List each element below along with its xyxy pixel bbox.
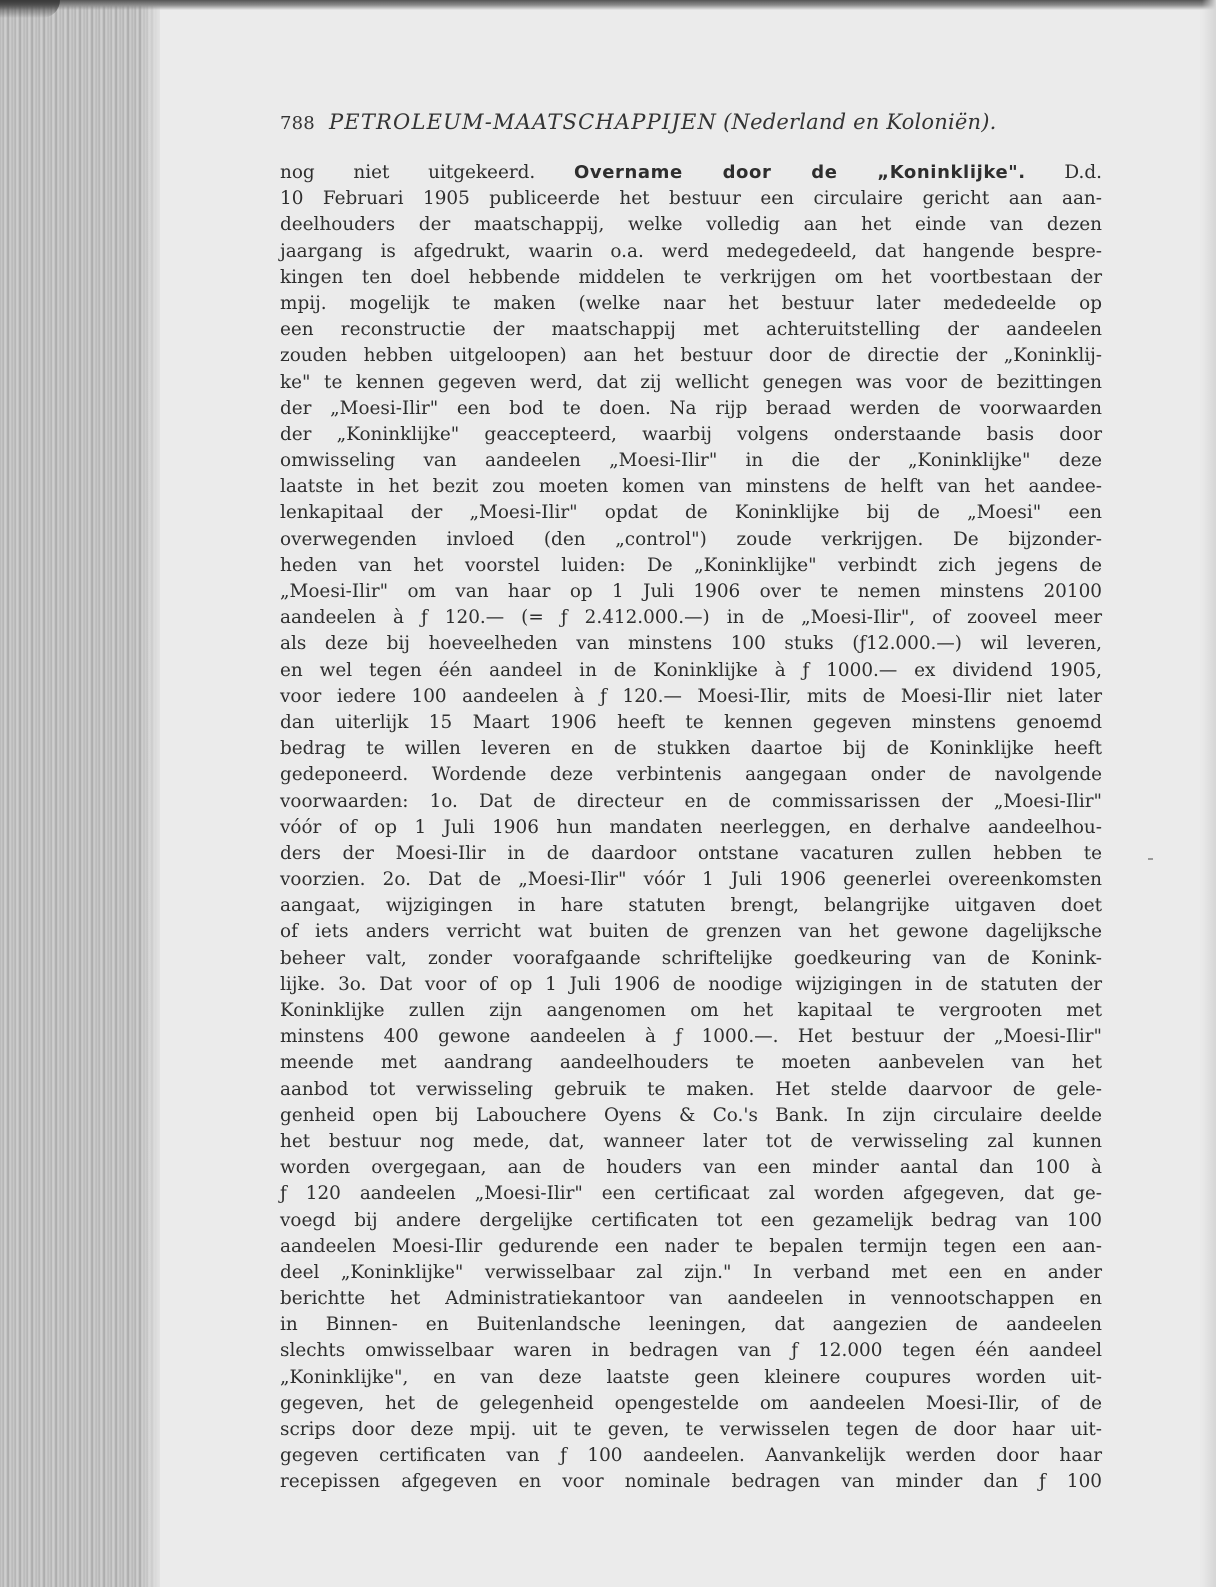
text-line: in Binnen- en Buitenlandsche leeningen, dat aangezien de aandeelen bbox=[280, 1314, 1102, 1336]
text-line: vóór of op 1 Juli 1906 hun mandaten neerleggen, en derhalve aandeelhou- bbox=[280, 816, 1102, 838]
text-line: voegd bij andere dergelijke certificaten tot een gezamelijk bedrag van 100 bbox=[280, 1209, 1102, 1231]
text-line: minstens 400 gewone aandeelen à ƒ 1000.—. Het bestuur der „Moesi-Ilir" bbox=[280, 1026, 1102, 1048]
text-line: laatste in het bezit zou moeten komen van minstens de helft van het aandee- bbox=[280, 476, 1102, 498]
text-line bbox=[280, 160, 1102, 186]
top-shadow bbox=[0, 0, 1216, 10]
text-line: of iets anders verricht wat buiten de grenzen van het gewone dagelijksche bbox=[280, 921, 1102, 943]
text-line: meende met aandrang aandeelhouders te moeten aanbevelen van het bbox=[280, 1052, 1102, 1074]
section-heading: Overname door de „Koninklijke". bbox=[573, 162, 1026, 183]
text-line: ders der Moesi-Ilir in de daardoor ontstane vacaturen zullen hebben te bbox=[280, 842, 1102, 864]
text-line: aandeelen Moesi-Ilir gedurende een nader te bepalen termijn tegen een aan- bbox=[280, 1235, 1102, 1257]
text-line: beheer valt, zonder voorafgaande schriftelijke goedkeuring van de Konink- bbox=[280, 947, 1102, 969]
text-line: „Koninklijke", en van deze laatste geen kleinere coupures worden uit- bbox=[280, 1366, 1102, 1388]
page-number: 788 bbox=[280, 113, 315, 134]
text-line: „Moesi-Ilir" om van haar op 1 Juli 1906 over te nemen minstens 20100 bbox=[280, 581, 1102, 602]
text-line: berichtte het Administratiekantoor van aandeelen in vennootschappen en bbox=[280, 1288, 1102, 1310]
text-line: ke" te kennen gegeven werd, dat zij wellicht genegen was voor de bezittingen bbox=[280, 371, 1102, 393]
text-line: scrips door deze mpij. uit te geven, te verwisselen tegen de door haar uit- bbox=[280, 1419, 1102, 1440]
running-head bbox=[280, 110, 1100, 134]
right-page-edge bbox=[1202, 0, 1216, 1587]
text-line: bedrag te willen leveren en de stukken daartoe bij de Koninklijke heeft bbox=[280, 738, 1102, 760]
text-line: der „Moesi-Ilir" een bod te doen. Na rijp beraad werden de voorwaarden bbox=[280, 397, 1102, 419]
text-line: aandeelen à ƒ 120.— (= ƒ 2.412.000.—) in de „Moesi-Ilir", of zooveel meer bbox=[280, 607, 1102, 629]
text-line: voorzien. 2o. Dat de „Moesi-Ilir" vóór 1 Juli 1906 geenerlei overeenkomsten bbox=[280, 869, 1102, 891]
text-line: genheid open bij Labouchere Oyens & Co.'s Bank. In zijn circulaire deelde bbox=[280, 1104, 1102, 1126]
book-page-edges bbox=[0, 0, 160, 1587]
text-line: en wel tegen één aandeel in de Koninklijke à ƒ 1000.— ex dividend 1905, bbox=[280, 659, 1102, 681]
text-line: een reconstructie der maatschappij met achteruitstelling der aandeelen bbox=[280, 319, 1102, 341]
running-head-subtitle: (Nederland en Koloniën). bbox=[723, 110, 997, 134]
print-speck bbox=[1148, 858, 1153, 860]
text-line: deel „Koninklijke" verwisselbaar zal zijn." In verband met een en ander bbox=[280, 1261, 1102, 1283]
text-line: aangaat, wijzigingen in hare statuten brengt, belangrijke uitgaven doet bbox=[280, 895, 1102, 917]
text-line: worden overgegaan, aan de houders van een minder aantal dan 100 à bbox=[280, 1157, 1102, 1179]
text-line: Koninklijke zullen zijn aangenomen om het kapitaal te vergrooten met bbox=[280, 1000, 1102, 1021]
text-line: gedeponeerd. Wordende deze verbintenis aangegaan onder de navolgende bbox=[280, 764, 1102, 786]
text-line: het bestuur nog mede, dat, wanneer later tot de verwisseling zal kunnen bbox=[280, 1130, 1102, 1152]
text-line: voorwaarden: 1o. Dat de directeur en de commissarissen der „Moesi-Ilir" bbox=[280, 790, 1102, 812]
text-line: 10 Februari 1905 publiceerde het bestuur een circulaire gericht aan aan- bbox=[280, 188, 1102, 210]
text-line: gegeven, het de gelegenheid opengestelde om aandeelen Moesi-Ilir, of de bbox=[280, 1392, 1102, 1414]
text-line: ƒ 120 aandeelen „Moesi-Ilir" een certificaat zal worden afgegeven, dat ge- bbox=[280, 1183, 1102, 1205]
top-corner-shadow bbox=[0, 0, 60, 18]
text-line: als deze bij hoeveelheden van minstens 100 stuks (ƒ12.000.—) wil leveren, bbox=[280, 633, 1102, 655]
text-line: gegeven certificaten van ƒ 100 aandeelen. Aanvankelijk werden door haar bbox=[280, 1445, 1102, 1467]
text-line: zouden hebben uitgeloopen) aan het bestuur door de directie der „Koninklij- bbox=[280, 345, 1102, 367]
text-fragment: nog niet uitgekeerd. bbox=[280, 162, 536, 183]
text-line: kingen ten doel hebbende middelen te verkrijgen om het voortbestaan der bbox=[280, 266, 1102, 288]
text-line: dan uiterlijk 15 Maart 1906 heeft te kennen gegeven minstens genoemd bbox=[280, 711, 1102, 733]
text-line: recepissen afgegeven en voor nominale bedragen van minder dan ƒ 100 bbox=[280, 1471, 1102, 1493]
text-line: mpij. mogelijk te maken (welke naar het bestuur later mededeelde op bbox=[280, 292, 1102, 314]
text-line: deelhouders der maatschappij, welke volledig aan het einde van dezen bbox=[280, 214, 1102, 236]
running-head-title: PETROLEUM-MAATSCHAPPIJEN bbox=[328, 110, 718, 134]
text-line: overwegenden invloed (den „control") zoude verkrijgen. De bijzonder- bbox=[280, 528, 1102, 550]
text-line: lijke. 3o. Dat voor of op 1 Juli 1906 de noodige wijzigingen in de statuten der bbox=[280, 973, 1102, 995]
body-text bbox=[280, 160, 1102, 1496]
text-line: aanbod tot verwisseling gebruik te maken. Het stelde daarvoor de gele- bbox=[280, 1078, 1102, 1100]
text-line: voor iedere 100 aandeelen à ƒ 120.— Moesi-Ilir, mits de Moesi-Ilir niet later bbox=[280, 685, 1102, 707]
text-line: der „Koninklijke" geaccepteerd, waarbij volgens onderstaande basis door bbox=[280, 423, 1102, 445]
text-line: lenkapitaal der „Moesi-Ilir" opdat de Koninklijke bij de „Moesi" een bbox=[280, 502, 1102, 524]
text-line: jaargang is afgedrukt, waarin o.a. werd medegedeeld, dat hangende bespre- bbox=[280, 240, 1102, 262]
text-line: slechts omwisselbaar waren in bedragen van ƒ 12.000 tegen één aandeel bbox=[280, 1340, 1102, 1362]
text-fragment: D.d. bbox=[1064, 162, 1102, 183]
text-line: heden van het voorstel luiden: De „Koninklijke" verbindt zich jegens de bbox=[280, 554, 1102, 576]
text-line: omwisseling van aandeelen „Moesi-Ilir" in die der „Koninklijke" deze bbox=[280, 450, 1102, 472]
